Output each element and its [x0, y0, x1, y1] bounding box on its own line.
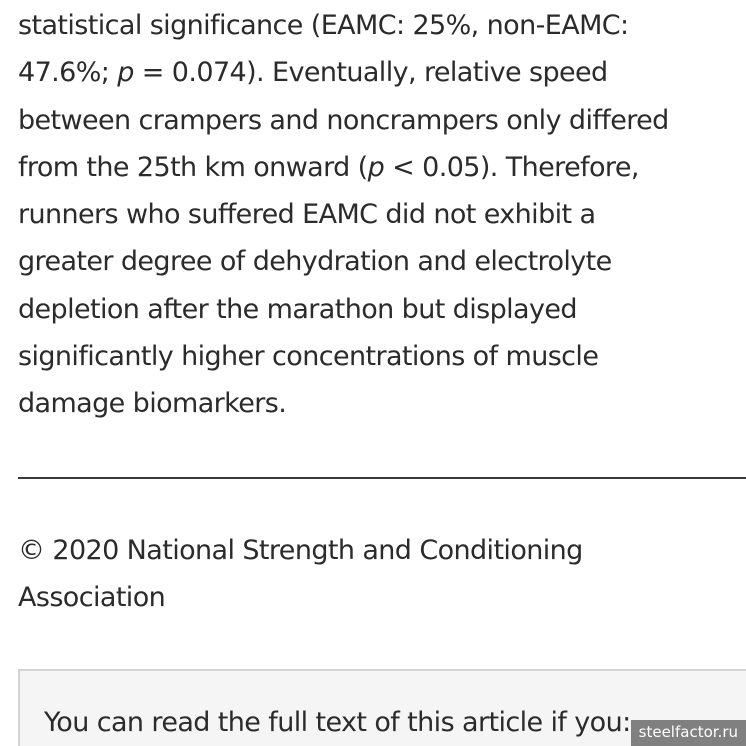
- p-value-symbol: p: [367, 151, 385, 183]
- abstract-fragment: < 0.05). Therefore,: [384, 151, 639, 183]
- abstract-line: between crampers and noncrampers only differed: [18, 104, 669, 136]
- abstract-line: statistical significance (EAMC: 25%, non-EAMC:: [18, 10, 629, 41]
- abstract-line: runners who suffered EAMC did not exhibit a: [18, 199, 596, 231]
- copyright-notice: [18, 527, 744, 621]
- abstract-line: damage biomarkers.: [18, 388, 287, 420]
- section-divider: [18, 477, 746, 479]
- abstract-fragment: 47.6%;: [18, 57, 118, 89]
- copyright-line: © 2020 National Strength and Conditioning: [18, 535, 583, 566]
- abstract-line: significantly higher concentrations of muscle: [18, 341, 599, 373]
- access-box-text: You can read the full text of this article if you:: [44, 707, 631, 738]
- abstract-line: greater degree of dehydration and electrolyte: [18, 246, 612, 278]
- site-watermark: steelfactor.ru: [631, 720, 746, 746]
- p-value-symbol: p: [117, 57, 134, 89]
- abstract-fragment: from the 25th km onward (: [18, 151, 368, 183]
- copyright-line: Association: [18, 582, 166, 613]
- abstract-text: [18, 2, 744, 428]
- abstract-line: [18, 49, 744, 96]
- abstract-fragment: = 0.074). Eventually, relative speed: [133, 57, 608, 89]
- abstract-line: [18, 144, 744, 191]
- abstract-line: depletion after the marathon but displayed: [18, 293, 577, 325]
